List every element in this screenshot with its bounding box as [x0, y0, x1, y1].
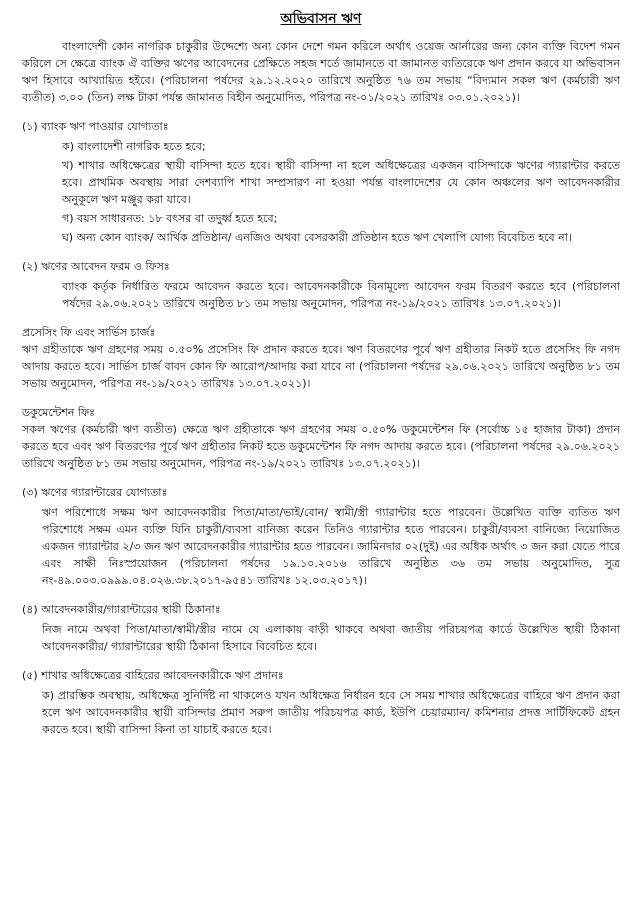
processing-fee-title: প্রসেসিং ফি এবং সার্ভিস চার্জঃ — [22, 326, 156, 339]
section-eligibility — [22, 118, 620, 246]
processing-fee-block — [22, 324, 620, 392]
application-form-text: ব্যাংক কর্তৃক নির্ধারিত ফরমে আবেদন করতে হবে। আবেদনকারীকে বিনামূল্যে আবেদন ফরম বিতরণ করতে হবে (পরিচালনা পর্ষদের ২৯.০৬.২০২১ তারিখে অনুষ্ঠিত ৮১ তম সভায় অনুমোদন, পরিপত্র নং-১৯/২০২১ তারিখঃ ১৩.০৭.২০২১)। — [62, 280, 620, 310]
section-heading: (৪) আবেদনকারীর/গ্যারান্টারের স্থায়ী ঠিকানাঃ — [22, 603, 221, 616]
documentation-fee-text: সকল ঋণের (কর্মচারী ঋণ ব্যতীত) ক্ষেত্রে ঋণ গ্রহীতাকে ঋণ গ্রহণের সময় ০.৫০% ডকুমেন্টেশন ফি (সর্বোচ্চ ১৫ হাজার টাকা) প্রদান করতে হবে এবং ঋণ বিতরণের পূর্বে ঋণ গ্রহীতার নিকট হতে ডকুমেন্টেশন ফি নগদ আদায় করতে হবে। (পরিচালনা পর্ষদের ২৯.০৬.২০২১ তারিখে অনুষ্ঠিত ৮১ তম সভায় অনুমোদন, পরিপত্র নং-১৯/২০২১ তারিখঃ ১৩.০৭.২০২১)। — [22, 423, 620, 470]
list-item: খ) শাখার অধিক্ষেত্রের স্থায়ী বাসিন্দা হতে হবে। স্থায়ী বাসিন্দা না হলে অধিক্ষেত্রের একজন বাসিন্দাকে ঋণের গ্যারান্টার করতে হবে। প্রাথমিক অবস্থায় সারা দেশব্যাপি শাখা সম্প্রসারণ না হওয়া পর্যন্ত বাংলাদেশের যে কোন অঞ্চলের ঋণ আবেদনকারীর অনুকূলে ঋণ মঞ্জুর করা যাবে। — [62, 159, 620, 206]
eligibility-list — [62, 138, 620, 246]
outside-jurisdiction-text: ক) প্রারম্ভিক অবস্থায়, অধিক্ষেত্র সুনির্দিষ্ট না থাকলেও যখন অধিক্ষেত্র নির্ধারন হবে সে সময় শাখার অধিক্ষেত্রের বাহিরে ঋণ প্রদান করা হলে ঋণ আবেদনকারীর স্থায়ী বাসিন্দার প্রমাণ সরুপ জাতীয় পরিচয়পত্র কার্ড, ইউপি চেয়ারম্যান/ কমিশনার প্রদত্ত সার্টিফিকেট গ্রহন করতে হবে। স্থায়ী বাসিন্দা কিনা তা যাচাই করতে হবে। — [42, 689, 620, 736]
section-heading: (৫) শাখার অধিক্ষেত্রের বাহিরের আবেদনকারীকে ঋণ প্রদানঃ — [22, 669, 284, 682]
section-heading: (৩) ঋণের গ্যারান্টারের যোগ্যতাঃ — [22, 486, 168, 499]
section-heading: (১) ব্যাংক ঋণ পাওয়ার যোগ্যতাঃ — [22, 120, 169, 133]
list-item: ক) বাংলাদেশী নাগরিক হতে হবে; — [62, 140, 206, 153]
processing-fee-text: ঋণ গ্রহীতাকে ঋণ গ্রহণের সময় ০.৫০% প্রসেসিং ফি প্রদান করতে হবে। ঋণ বিতরণের পূর্বে ঋণ গ্রহীতার নিকট হতে প্রসেসিং ফি নগদ আদায় করতে হবে। সার্ভিস চার্জ বাবদ কোন ফি আরোপ/আদায় করা যাবে না (পরিচালনা পর্ষদের ২৯.০৬.২০২১ তারিখে অনুষ্ঠিত ৮১ তম সভায় অনুমোদন, পরিপত্র নং-১৯/২০২১ তারিখঃ ১৩.০৭.২০২১)। — [22, 343, 620, 390]
permanent-address-text: নিজ নামে অথবা পিতা/মাতা/স্বামী/স্ত্রীর নামে যে এলাকায় বাড়ী থাকবে অথবা জাতীয় পরিচয়পত্র কার্ডে উল্লেখিত স্থায়ী ঠিকানা আবেদনকারীর/ গ্যারান্টারের স্থায়ী ঠিকানা হিসাবে বিবেচিত হবে। — [42, 623, 620, 653]
section-guarantor — [22, 484, 620, 589]
list-item: ঘ) অন্য কোন ব্যাংক/ আর্থিক প্রতিষ্ঠান/ এনজিও অথবা বেসরকারী প্রতিষ্ঠান হতে ঋণ খেলাপি যোগ্য বিবেচিত হবে না। — [62, 231, 572, 244]
list-item: গ) বয়স সাধারনত: ১৮ বৎসর বা তদুর্ধ্ব হতে হবে; — [62, 212, 278, 225]
documentation-fee-block — [22, 404, 620, 472]
section-outside-jurisdiction — [22, 667, 620, 738]
section-application-fees — [22, 258, 620, 472]
documentation-fee-title: ডকুমেন্টেশন ফিঃ — [22, 406, 96, 419]
page-title: অভিবাসন ঋণ — [280, 11, 362, 27]
section-heading: (২) ঋণের আবেদন ফরম ও ফিসঃ — [22, 260, 170, 273]
section-permanent-address — [22, 601, 620, 655]
intro-paragraph: বাংলাদেশী কোন নাগরিক চাকুরীর উদ্দেশ্যে অন্য কোন দেশে গমন করিলে অর্থাৎ ওয়েজ আর্নারের জন্য কোন ব্যক্তি বিদেশ গমন করিলে সে ক্ষেত্রে ব্যাংক ঐ ব্যক্তির ঋণের আবেদনের প্রেক্ষিতে সহজ শর্তে জামানতে বা জামানত ব্যতিরেকে ঋণ প্রদান করবে যা অভিবাসন ঋণ হিসাবে আখ্যায়িত হইবে। (পরিচালনা পর্ষদের ২৯.১২.২০২০ তারিখে অনুষ্ঠিত ৭৬ তম সভায় “বিদ্যমান সকল ঋণ (কর্মচারী ঋণ ব্যতীত) ৩.০০ (তিন) লক্ষ টাকা পর্যন্ত জামানত বিহীন অনুমোদিত, পরিপত্র নং-০১/২০২১ তারিখঃ ০৩.০১.২০২১)। — [22, 40, 620, 104]
guarantor-text: ঋণ পরিশোধে সক্ষম ঋণ আবেদনকারীর পিতা/মাতা/ভাই/বোন/ স্বামী/স্ত্রী গ্যারান্টার হতে পারবেন। উল্লেখিত ব্যক্তি ব্যতিত ঋণ পরিশোধে সক্ষম এমন ব্যক্তি যিনি চাকুরী/ব্যবসা বানিজ্য করেন তিনিও গ্যারান্টার হতে পারবেন। চাকুরী/ব্যবসা বানিজ্যে নিয়োজিত একজন গ্যারান্টার ২/৩ জন ঋণ আবেদনকারীর গ্যারান্টার হতে পারবেন। জামিনদার ০২(দুই) এর অধিক অর্থাৎ ৩ জন করা যেতে পারে এবং সাক্ষী নিঃস্প্রয়োজন (পরিচালনা পর্ষদের ১৯.১০.২০১৬ তারিখে অনুষ্ঠিত ৩৬ তম সভায় অনুমোদিত, সুত্র নং-৪৯.০০৩.০৯৯৯.০৪.০২৬.৩৮.২০১৭-৯৫৪১ তারিখঃ ১২.০৩.২০১৭)। — [42, 506, 620, 587]
